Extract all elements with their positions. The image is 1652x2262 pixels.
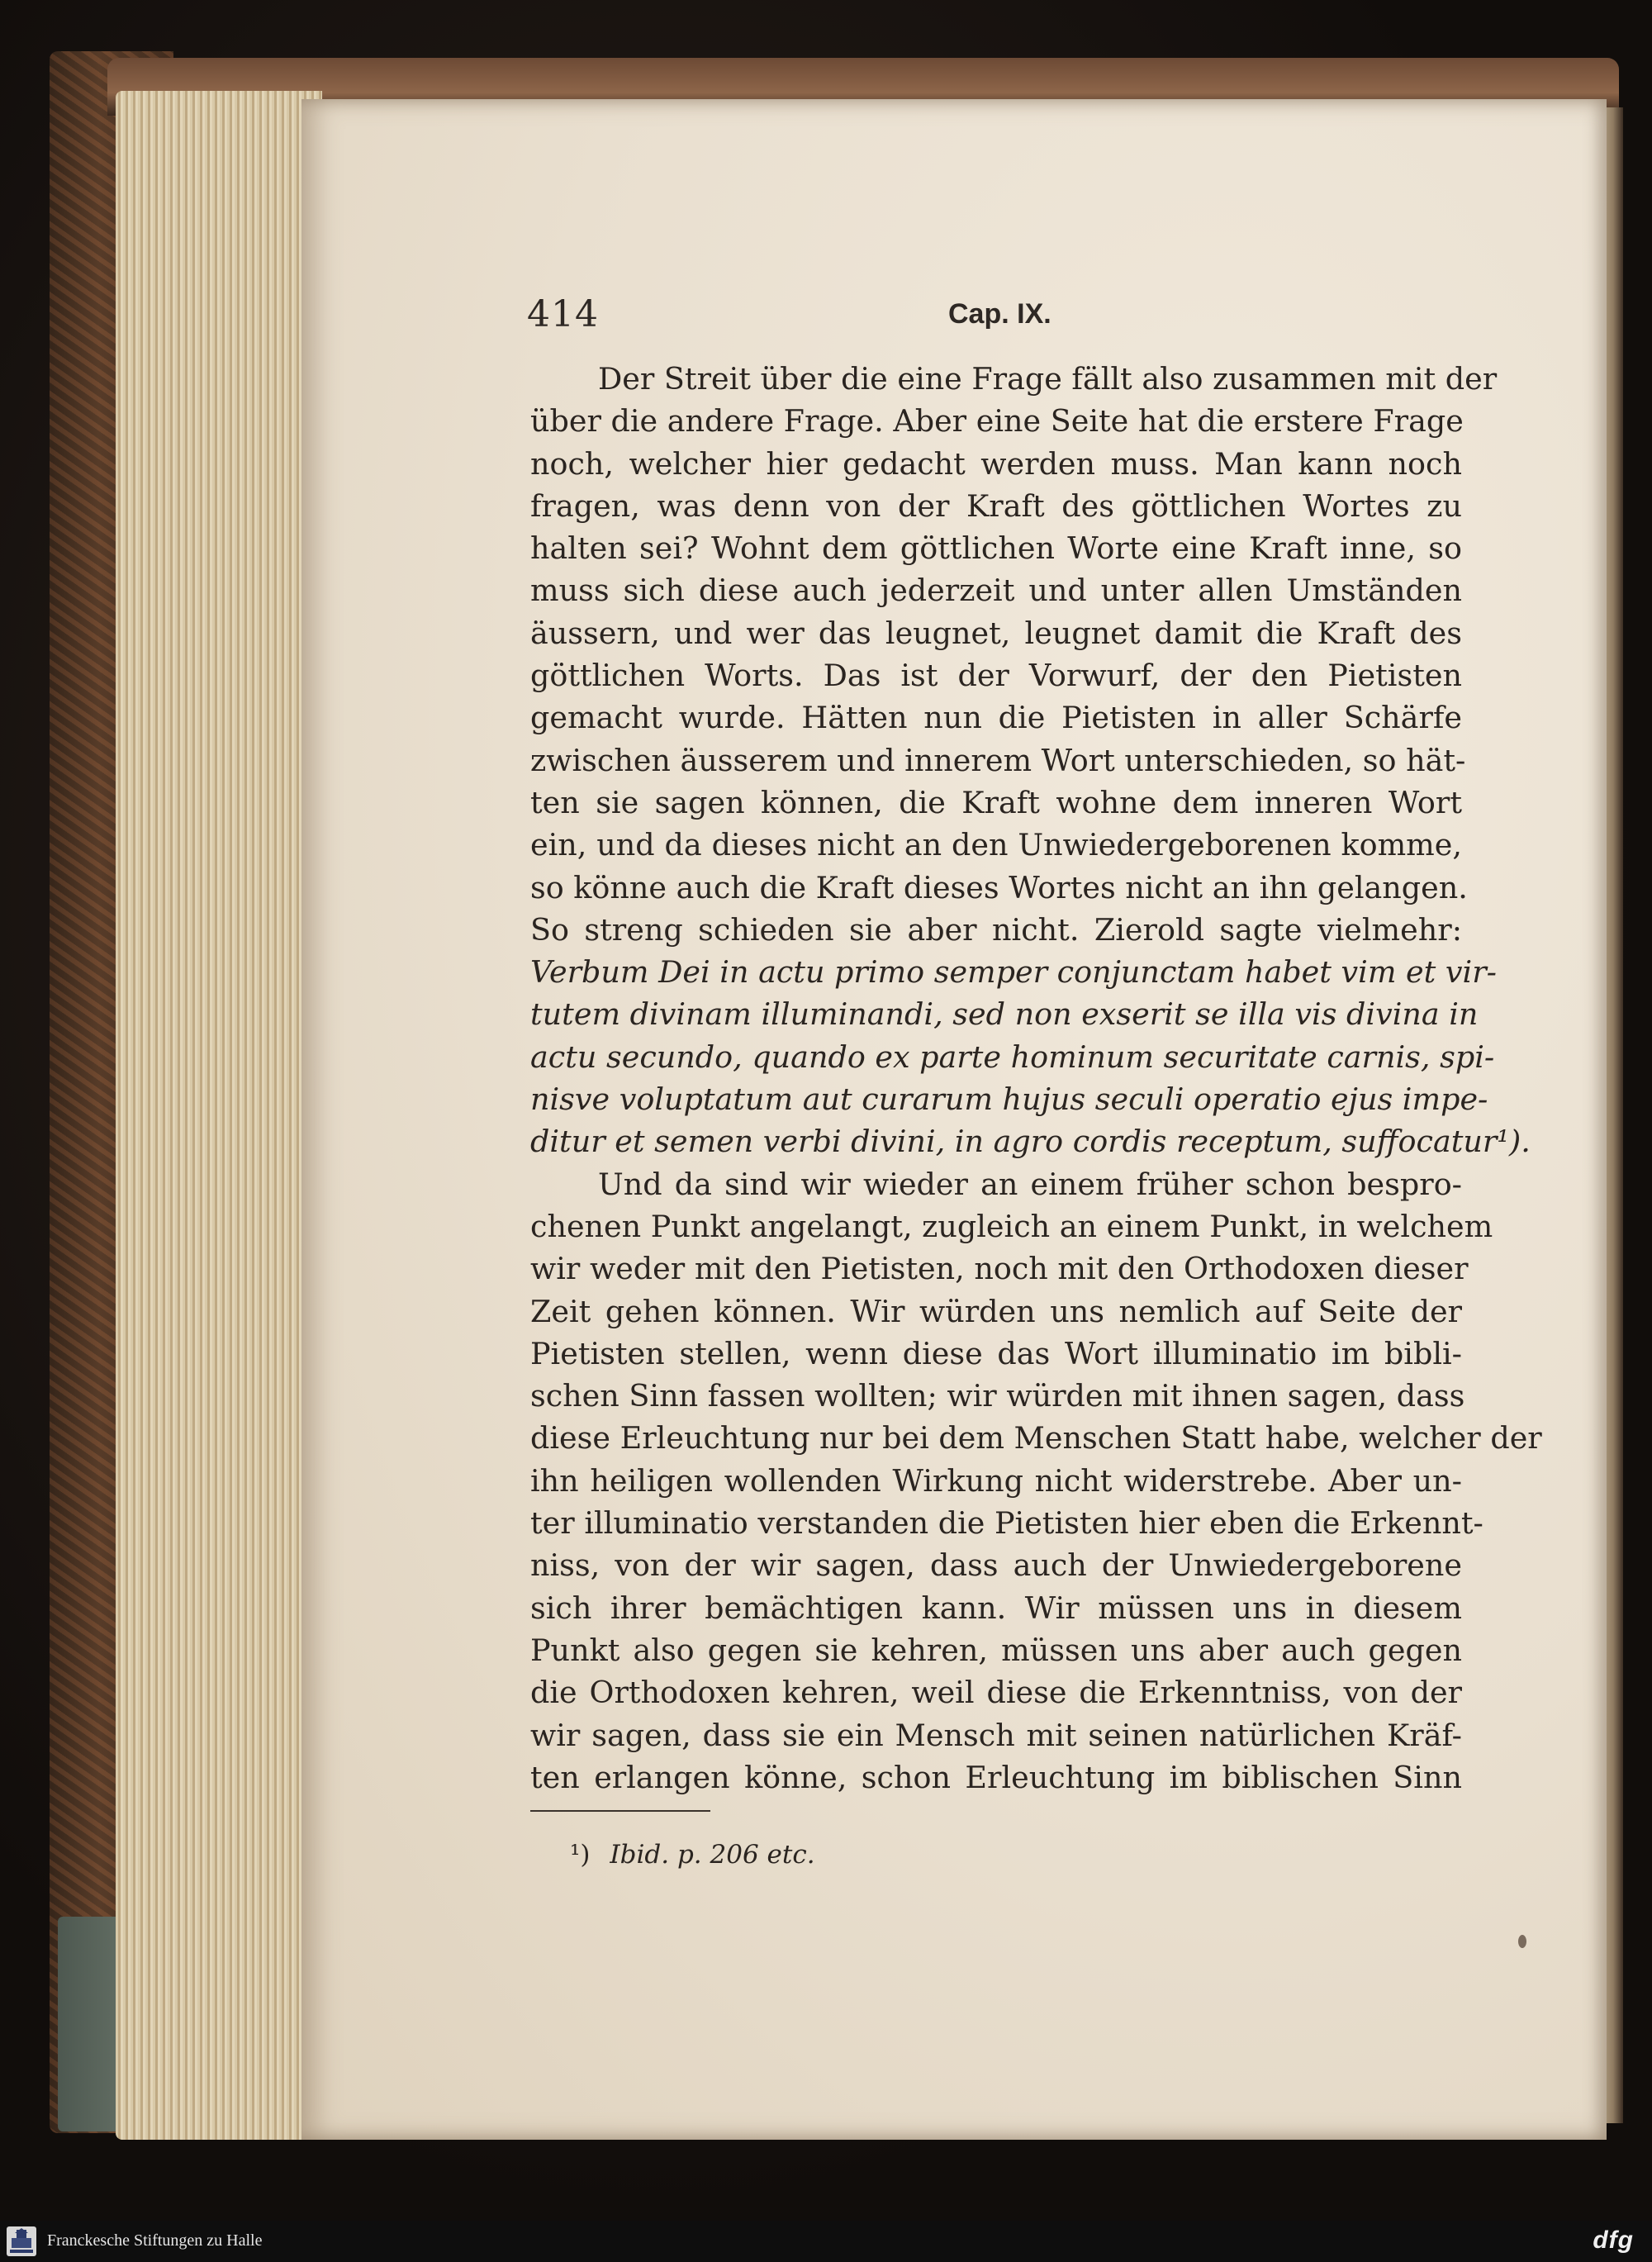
viewer-footer [0, 2221, 1652, 2262]
text-line: halten sei? Wohnt dem göttlichen Worte eine Kraft inne, so [530, 530, 1462, 567]
text-line: ten sie sagen können, die Kraft wohne dem inneren Wort [530, 784, 1462, 820]
text-line: actu secundo, quando ex parte hominum securitate carnis, spi- [530, 1038, 1495, 1075]
text-line: göttlichen Worts. Das ist der Vorwurf, der den Pietisten [530, 658, 1462, 694]
dfg-logo: dfg [1593, 2226, 1634, 2254]
footnote [570, 1840, 815, 1870]
text-line: ein, und da dieses nicht an den Unwiedergeborenen komme, [530, 827, 1462, 863]
text-line: ter illuminatio verstanden die Pietisten hier eben die Erkennt- [530, 1505, 1483, 1542]
text-line: Und da sind wir wieder an einem früher schon bespro- [598, 1166, 1462, 1202]
running-head: Cap. IX. [948, 298, 1051, 330]
text-line: Zeit gehen können. Wir würden uns nemlich auf Seite der [530, 1293, 1462, 1329]
text-line: ten erlangen könne, schon Erleuchtung im biblischen Sinn [530, 1759, 1462, 1795]
page-stack-edges [116, 91, 322, 2140]
text-line: muss sich diese auch jederzeit und unter allen Umständen [530, 573, 1462, 609]
text-line: schen Sinn fassen wollten; wir würden mit ihnen sagen, dass [530, 1378, 1465, 1414]
text-line: So streng schieden sie aber nicht. Zierold sagte vielmehr: [530, 911, 1462, 948]
footnote-text: Ibid. p. 206 etc. [610, 1840, 815, 1870]
page-number: 414 [527, 293, 599, 335]
text-line: ditur et semen verbi divini, in agro cordis receptum, suffocatur¹). [530, 1124, 1531, 1160]
text-line: fragen, was denn von der Kraft des göttlichen Wortes zu [530, 487, 1462, 524]
text-line: nisve voluptatum aut curarum hujus seculi operatio ejus impe- [530, 1081, 1488, 1118]
text-line: sich ihrer bemächtigen kann. Wir müssen uns in diesem [530, 1590, 1462, 1626]
text-line: wir sagen, dass sie ein Mensch mit seinen natürlichen Kräf- [530, 1717, 1462, 1753]
text-line: Der Streit über die eine Frage fällt also zusammen mit der [598, 361, 1498, 397]
text-line: noch, welcher hier gedacht werden muss. Man kann noch [530, 445, 1462, 482]
text-line: tutem divinam illuminandi, sed non exserit se illa vis divina in [530, 996, 1479, 1033]
text-line: gemacht wurde. Hätten nun die Pietisten in aller Schärfe [530, 700, 1462, 736]
text-line: die Orthodoxen kehren, weil diese die Erkenntniss, von der [530, 1675, 1462, 1711]
text-line: diese Erleuchtung nur bei dem Menschen Statt habe, welcher der [530, 1420, 1542, 1457]
ink-spot [1518, 1935, 1526, 1948]
footnote-divider [530, 1810, 710, 1812]
footer-institution: Franckesche Stiftungen zu Halle [47, 2231, 263, 2250]
text-line: zwischen äusserem und innerem Wort unterschieden, so hät- [530, 742, 1466, 778]
text-line: chenen Punkt angelangt, zugleich an einem Punkt, in welchem [530, 1208, 1493, 1244]
footnote-mark: ¹) [570, 1840, 591, 1870]
text-line: äussern, und wer das leugnet, leugnet damit die Kraft des [530, 615, 1462, 651]
text-line: ihn heiligen wollenden Wirkung nicht widerstrebe. Aber un- [530, 1462, 1462, 1499]
francke-foundation-logo-icon [7, 2226, 36, 2256]
text-line: über die andere Frage. Aber eine Seite hat die erstere Frage [530, 403, 1464, 440]
page-header [527, 293, 1470, 343]
text-line: Punkt also gegen sie kehren, müssen uns aber auch gegen [530, 1632, 1462, 1668]
text-line: Pietisten stellen, wenn diese das Wort illuminatio im bibli- [530, 1335, 1462, 1371]
text-line: niss, von der wir sagen, dass auch der Unwiedergeborene [530, 1547, 1462, 1584]
text-line: Verbum Dei in actu primo semper conjunctam habet vim et vir- [530, 954, 1497, 991]
body-text [530, 358, 1542, 1799]
text-line: wir weder mit den Pietisten, noch mit den Orthodoxen dieser [530, 1251, 1469, 1287]
text-line: so könne auch die Kraft dieses Wortes nicht an ihn gelangen. [530, 869, 1468, 905]
